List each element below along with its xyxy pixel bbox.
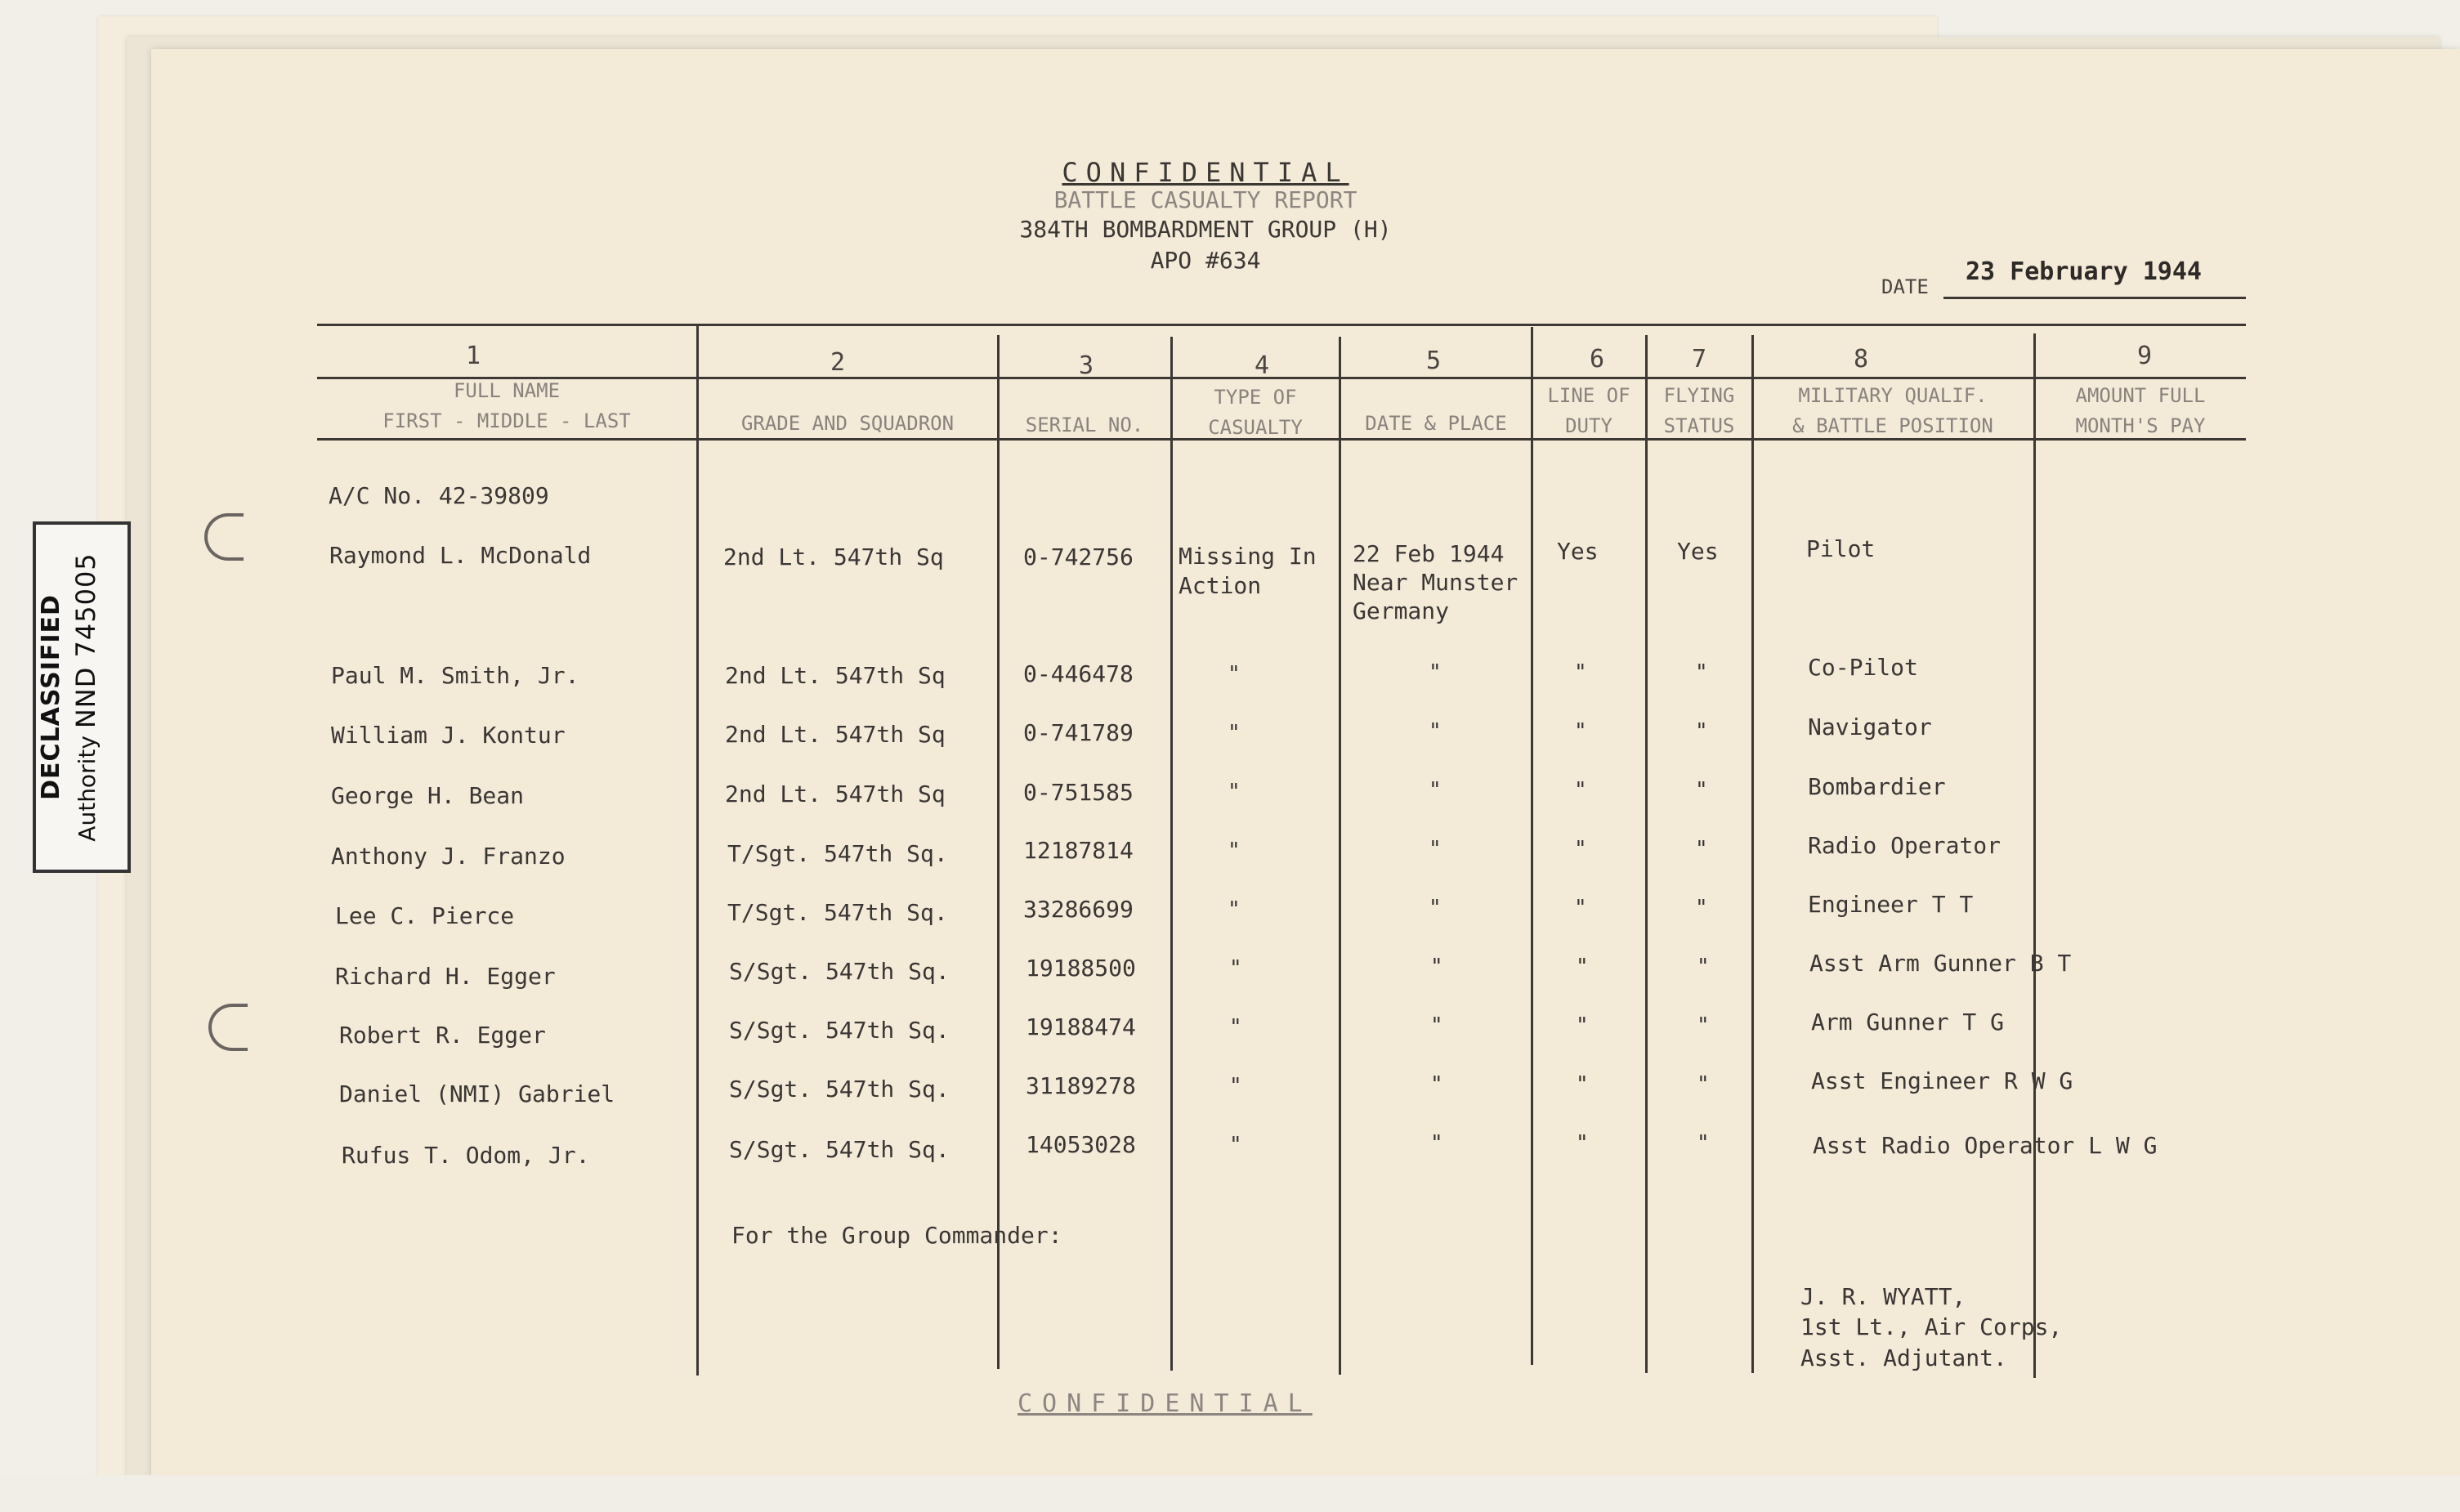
col-head-full-name: FULL NAME FIRST - MIDDLE - LAST [382,379,631,432]
col-num-4: 4 [1255,351,1270,380]
ditto-r9-c7: " [1697,1072,1710,1097]
crew-serial-2: 0-446478 [1023,660,1134,687]
ditto-r4-c4: " [1228,780,1241,804]
col-divider-1 [696,325,699,1376]
ditto-r9-c4: " [1229,1074,1242,1098]
ditto-r5-c4: " [1228,839,1241,863]
col-num-6: 6 [1590,345,1605,374]
ditto-r3-c6: " [1574,719,1587,744]
col-num-7: 7 [1692,345,1707,374]
crew-grade-5: T/Sgt. 547th Sq. [727,840,948,867]
stamp-text [37,526,127,869]
crew-name-9: Daniel (NMI) Gabriel [339,1080,615,1107]
crew-serial-3: 0-741789 [1023,719,1134,746]
ditto-r6-c7: " [1695,896,1708,920]
ditto-r8-c4: " [1229,1015,1242,1040]
ditto-r7-c4: " [1229,956,1242,981]
ditto-r7-c7: " [1697,955,1710,979]
ditto-r6-c6: " [1574,896,1587,920]
header-apo: APO #634 [1150,247,1261,274]
crew-position-3: Navigator [1808,714,1932,740]
crew-name-6: Lee C. Pierce [335,902,515,929]
col-divider-4 [1339,337,1341,1375]
col-head-date-place: DATE & PLACE [1365,412,1507,435]
col-divider-6 [1645,335,1648,1373]
ditto-r3-c4: " [1228,721,1241,745]
crew-name-7: Richard H. Egger [335,963,556,990]
col-divider-3 [1170,337,1173,1371]
ditto-r9-c5: " [1430,1072,1443,1097]
crew-serial-8: 19188474 [1026,1013,1136,1040]
crew-name-4: George H. Bean [331,782,525,809]
col-head-pay: AMOUNT FULL MONTH'S PAY [2075,384,2206,437]
crew-position-9: Asst Engineer R W G [1811,1067,2073,1094]
ditto-r3-c7: " [1695,719,1708,744]
ditto-r2-c4: " [1228,662,1241,687]
ditto-r4-c6: " [1574,778,1587,803]
crew-position-2: Co-Pilot [1808,654,1918,681]
ditto-r10-c4: " [1229,1133,1242,1157]
crew-serial-4: 0-751585 [1023,779,1134,806]
flying-status-value: Yes [1677,538,1719,565]
line-of-duty-value: Yes [1557,538,1599,565]
ditto-r2-c7: " [1695,660,1708,685]
stamp-authority-value: NND 745005 [70,552,101,729]
col-num-3: 3 [1079,351,1094,380]
crew-grade-10: S/Sgt. 547th Sq. [729,1136,950,1163]
ditto-r3-c5: " [1429,719,1442,744]
col-head-line-of-duty: LINE OF DUTY [1547,384,1630,437]
col-head-grade: GRADE AND SQUADRON [740,412,955,435]
crew-name-2: Paul M. Smith, Jr. [331,662,579,689]
stamp-authority-label: Authority [74,736,101,842]
header-title: CONFIDENTIAL [1062,157,1349,188]
crew-grade-8: S/Sgt. 547th Sq. [729,1017,950,1044]
ditto-r9-c6: " [1576,1072,1589,1097]
casualty-date-place: 22 Feb 1944 Near Munster Germany [1353,540,1518,624]
signer-rank: 1st Lt., Air Corps, [1800,1313,2063,1340]
ditto-r8-c6: " [1576,1013,1589,1038]
col-num-1: 1 [466,342,481,370]
crew-position-10: Asst Radio Operator L W G [1813,1132,2158,1159]
ditto-r10-c6: " [1576,1131,1589,1156]
ditto-r4-c5: " [1429,778,1442,803]
col-divider-7 [1751,335,1754,1373]
col-num-2: 2 [830,348,846,377]
crew-grade-3: 2nd Lt. 547th Sq [725,721,946,748]
col-divider-2 [997,335,1000,1369]
ditto-r8-c5: " [1430,1013,1443,1038]
col-divider-8 [2033,333,2036,1378]
aircraft-number: A/C No. 42-39809 [329,482,549,509]
table-top-rule [317,324,2246,326]
crew-serial-10: 14053028 [1026,1131,1136,1158]
ditto-r5-c5: " [1429,837,1442,861]
ditto-r5-c6: " [1574,837,1587,861]
crew-position-1: Pilot [1806,535,1876,562]
casualty-type: Missing In Action [1179,543,1317,599]
crew-serial-5: 12187814 [1023,837,1134,864]
col-head-serial: SERIAL NO. [1025,414,1144,436]
for-group-commander: For the Group Commander: [731,1222,1062,1249]
col-head-military-qualif: MILITARY QUALIF. & BATTLE POSITION [1792,384,1993,437]
scan-background [0,1475,2460,1512]
ditto-r6-c4: " [1228,897,1241,922]
crew-serial-7: 19188500 [1026,955,1136,982]
crew-grade-1: 2nd Lt. 547th Sq [723,544,944,570]
crew-name-3: William J. Kontur [331,722,566,749]
signer-title: Asst. Adjutant. [1800,1344,2007,1371]
crew-position-7: Asst Arm Gunner B T [1809,950,2072,977]
ditto-r7-c5: " [1430,955,1443,979]
declassified-stamp [33,521,131,873]
date-label: DATE [1881,275,1929,298]
crew-name-5: Anthony J. Franzo [331,843,566,870]
crew-grade-9: S/Sgt. 547th Sq. [729,1076,950,1103]
crew-serial-9: 31189278 [1026,1072,1136,1099]
header-group: 384TH BOMBARDMENT GROUP (H) [1019,216,1392,243]
stamp-authority [70,526,101,869]
ditto-r2-c6: " [1574,660,1587,685]
stamp-declassified: DECLASSIFIED [37,594,65,800]
ditto-r8-c7: " [1697,1013,1710,1038]
col-num-5: 5 [1426,347,1442,375]
col-num-9: 9 [2137,342,2153,370]
crew-grade-4: 2nd Lt. 547th Sq [725,781,946,807]
crew-name-1: Raymond L. McDonald [329,542,592,569]
footer-confidential: CONFIDENTIAL [1018,1389,1313,1418]
header-subtitle: BATTLE CASUALTY REPORT [1053,186,1357,213]
ditto-r5-c7: " [1695,837,1708,861]
crew-position-4: Bombardier [1808,773,1946,800]
crew-name-10: Rufus T. Odom, Jr. [342,1142,590,1169]
crew-name-8: Robert R. Egger [339,1022,546,1049]
ditto-r10-c7: " [1697,1131,1710,1156]
signer-name: J. R. WYATT, [1800,1283,1966,1310]
col-divider-5 [1531,327,1533,1365]
crew-position-8: Arm Gunner T G [1811,1009,2005,1036]
date-underline [1943,297,2246,299]
ditto-r6-c5: " [1429,896,1442,920]
crew-grade-2: 2nd Lt. 547th Sq [725,662,946,689]
ditto-r10-c5: " [1430,1131,1443,1156]
crew-serial-1: 0-742756 [1023,544,1134,570]
col-head-flying-status: FLYING STATUS [1663,384,1735,437]
crew-grade-6: T/Sgt. 547th Sq. [727,899,948,926]
crew-position-6: Engineer T T [1808,891,1974,918]
ditto-r7-c6: " [1576,955,1589,979]
crew-grade-7: S/Sgt. 547th Sq. [729,958,950,985]
ditto-r4-c7: " [1695,778,1708,803]
col-num-8: 8 [1854,345,1869,374]
date-value: 23 February 1944 [1966,257,2202,286]
col-head-casualty: TYPE OF CASUALTY [1208,386,1303,439]
ditto-r2-c5: " [1429,660,1442,685]
crew-serial-6: 33286699 [1023,896,1134,923]
crew-position-5: Radio Operator [1808,832,2002,859]
